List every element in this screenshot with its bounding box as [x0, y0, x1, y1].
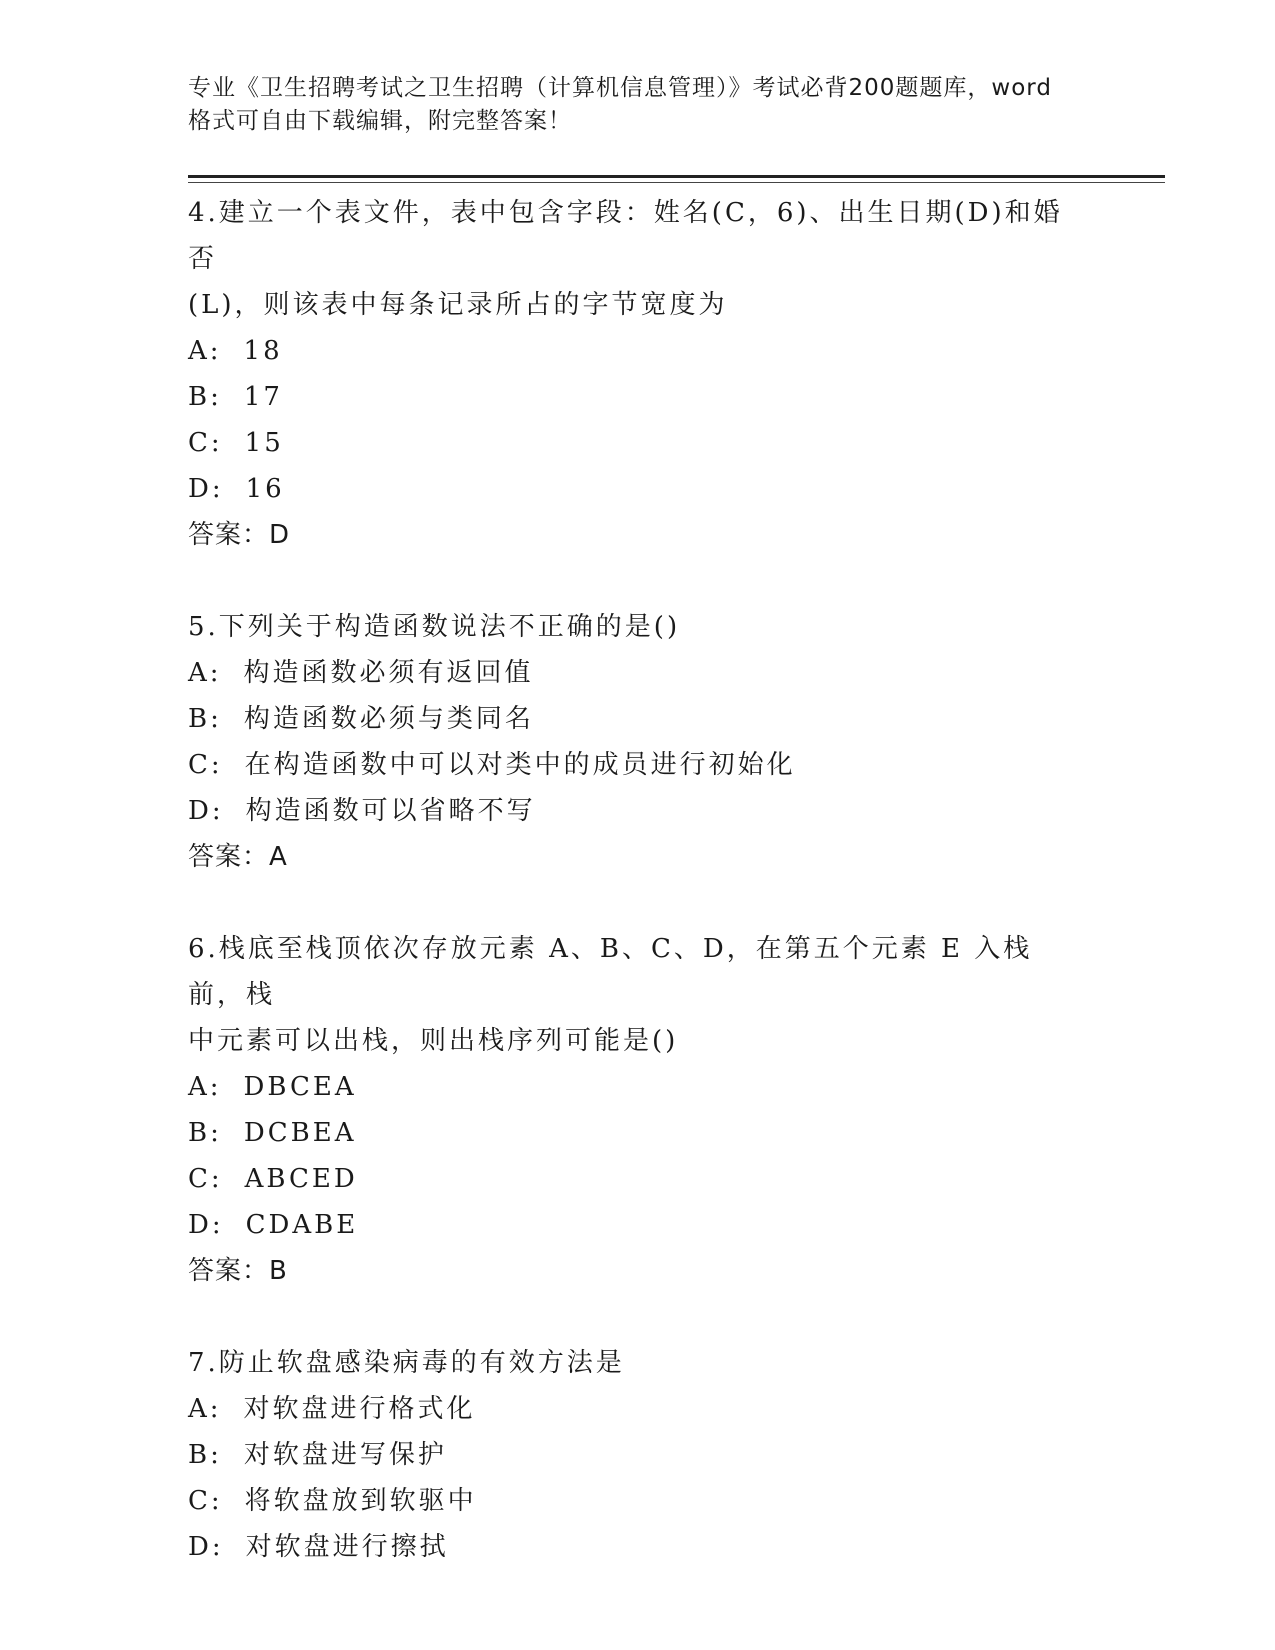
answer-line: 答案：D	[188, 520, 291, 550]
option-b	[188, 1432, 1088, 1478]
answer-line: 答案：B	[188, 1256, 288, 1286]
option-text: 构造函数必须有返回值	[243, 658, 534, 688]
question-text-line: 中元素可以出栈，则出栈序列可能是()	[188, 1026, 679, 1056]
option-key: A:	[188, 658, 222, 688]
option-text: 17	[243, 382, 283, 412]
option-key: A:	[188, 1394, 222, 1424]
question-4	[188, 190, 1088, 558]
option-d	[188, 466, 1088, 512]
option-text: 对软盘进行格式化	[243, 1394, 476, 1424]
option-b	[188, 696, 1088, 742]
option-text: 构造函数必须与类同名	[243, 704, 534, 734]
option-key: B:	[188, 382, 222, 412]
option-key: D:	[188, 1210, 224, 1240]
option-text: 对软盘进写保护	[243, 1440, 447, 1470]
option-a	[188, 328, 1088, 374]
option-text: 18	[243, 336, 283, 366]
option-text: 将软盘放到软驱中	[244, 1486, 477, 1516]
option-key: C:	[188, 428, 223, 458]
option-b	[188, 1110, 1088, 1156]
question-list	[188, 190, 1088, 1570]
option-d	[188, 788, 1088, 834]
document-header	[188, 72, 1088, 138]
option-key: D:	[188, 474, 224, 504]
option-key: B:	[188, 1440, 222, 1470]
option-text: 对软盘进行擦拭	[245, 1532, 449, 1562]
option-key: C:	[188, 1486, 223, 1516]
option-text: 16	[245, 474, 285, 504]
question-6	[188, 926, 1088, 1294]
question-text-line: 7.防止软盘感染病毒的有效方法是	[188, 1348, 625, 1378]
option-key: B:	[188, 1118, 222, 1148]
option-d	[188, 1202, 1088, 1248]
option-text: DCBEA	[243, 1118, 357, 1148]
option-key: C:	[188, 1164, 223, 1194]
option-key: B:	[188, 704, 222, 734]
option-key: A:	[188, 1072, 222, 1102]
option-text: ABCED	[244, 1164, 358, 1194]
option-d	[188, 1524, 1088, 1570]
option-a	[188, 1386, 1088, 1432]
question-text-line: 4.建立一个表文件，表中包含字段：姓名(C，6)、出生日期(D)和婚否	[188, 198, 1063, 274]
header-rule-thin	[188, 182, 1165, 183]
answer-line: 答案：A	[188, 842, 288, 872]
question-text-line: (L)，则该表中每条记录所占的字节宽度为	[188, 290, 728, 320]
question-7	[188, 1340, 1088, 1570]
option-text: DBCEA	[243, 1072, 357, 1102]
option-b	[188, 374, 1088, 420]
option-c	[188, 1478, 1088, 1524]
option-c	[188, 1156, 1088, 1202]
header-line-1: 专业《卫生招聘考试之卫生招聘（计算机信息管理）》考试必背200题题库，word	[188, 75, 1052, 101]
option-key: D:	[188, 796, 224, 826]
option-a	[188, 1064, 1088, 1110]
option-key: D:	[188, 1532, 224, 1562]
option-c	[188, 420, 1088, 466]
option-c	[188, 742, 1088, 788]
option-key: A:	[188, 336, 222, 366]
question-text-line: 5.下列关于构造函数说法不正确的是()	[188, 612, 681, 642]
option-a	[188, 650, 1088, 696]
option-text: CDABE	[245, 1210, 359, 1240]
option-text: 在构造函数中可以对类中的成员进行初始化	[244, 750, 796, 780]
option-key: C:	[188, 750, 223, 780]
header-line-2: 格式可自由下载编辑，附完整答案！	[188, 108, 572, 134]
option-text: 构造函数可以省略不写	[245, 796, 536, 826]
option-text: 15	[244, 428, 284, 458]
question-text-line: 6.栈底至栈顶依次存放元素 A、B、C、D，在第五个元素 E 入栈前，栈	[188, 934, 1033, 1010]
question-5	[188, 604, 1088, 880]
header-rule-thick	[188, 175, 1165, 178]
